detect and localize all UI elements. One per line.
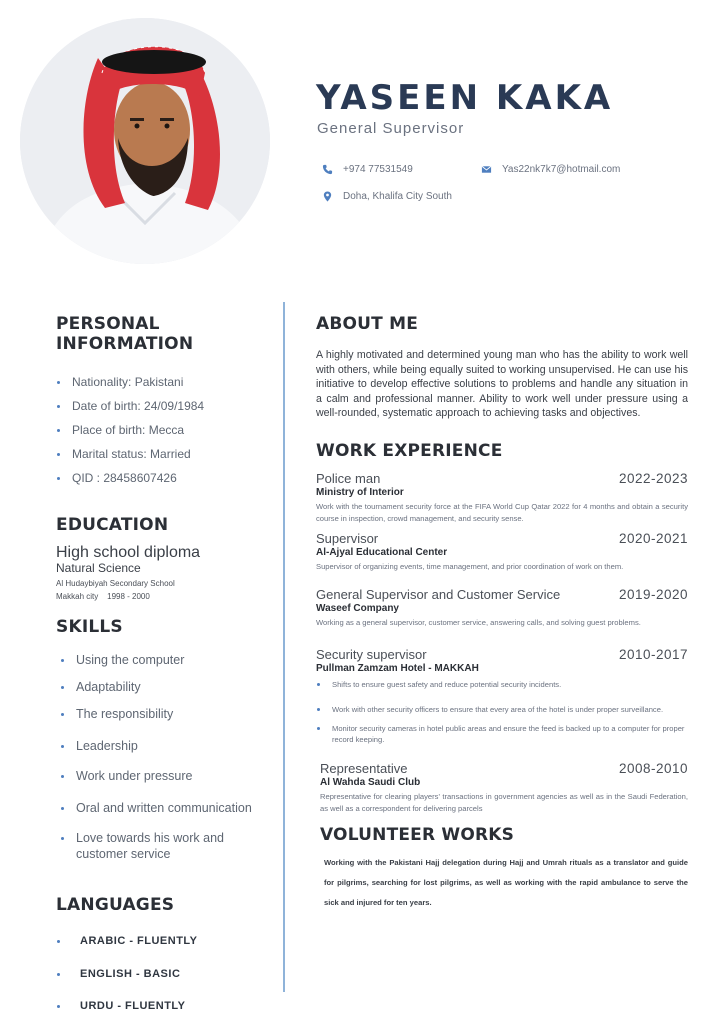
personal-info-item: Nationality: Pakistani [56, 374, 276, 398]
volunteer-heading: VOLUNTEER WORKS [320, 824, 515, 845]
profile-photo-illustration [20, 18, 270, 264]
job-entry [316, 761, 688, 815]
job-years: 2022-2023 [618, 470, 688, 486]
job-title: Police man [316, 470, 381, 486]
personal-info-heading: PERSONAL INFORMATION [56, 314, 194, 354]
contact-phone [322, 164, 413, 175]
candidate-name: YASEEN KAKA [316, 78, 614, 118]
job-entry [316, 531, 688, 573]
phone-icon [322, 164, 333, 175]
skills-heading: SKILLS [56, 617, 123, 637]
personal-info-item: Place of birth: Mecca [56, 422, 276, 446]
personal-info-list [56, 374, 276, 494]
languages-heading: LANGUAGES [56, 895, 175, 915]
personal-info-item: Date of birth: 24/09/1984 [56, 398, 276, 422]
job-title: Security supervisor [316, 646, 427, 662]
job-title: Representative [320, 760, 408, 776]
job-bullet: Shifts to ensure guest safety and reduce potential security incidents. [316, 679, 688, 690]
email-text[interactable]: Yas22nk7k7@hotmail.com [502, 164, 621, 175]
job-entry [316, 587, 688, 629]
job-desc: Working as a general supervisor, customer service, answering calls, and solving guest problems. [316, 617, 641, 627]
address-text: Doha, Khalifa City South [343, 191, 452, 202]
job-bullet: Work with other security officers to ensure that every area of the hotel is under proper surveillance. [316, 704, 688, 715]
about-heading: ABOUT ME [316, 314, 419, 334]
skill-item: Oral and written communication [60, 800, 276, 830]
skills-list [56, 652, 276, 862]
profile-photo [20, 18, 270, 264]
candidate-role: General Supervisor [317, 120, 465, 137]
education-school: Al Hudaybiyah Secondary School [56, 579, 175, 588]
education-degree: High school diploma [56, 544, 201, 561]
job-entry [316, 647, 688, 745]
job-bullets [316, 679, 688, 745]
languages-list [56, 933, 276, 1014]
job-desc: Work with the tournament security force at the FIFA World Cup Qatar 2022 for 4 months and obtain a security course in inspection, crowd management, and security sense. [316, 501, 688, 523]
skill-item: Leadership [60, 738, 276, 768]
education-field: Natural Science [56, 561, 141, 575]
job-org: Pullman Zamzam Hotel - MAKKAH [316, 662, 479, 674]
job-title: Supervisor [316, 530, 379, 546]
language-item: ENGLISH - BASIC [56, 966, 276, 998]
job-org: Ministry of Interior [316, 486, 404, 498]
job-org: Al Wahda Saudi Club [320, 776, 421, 788]
work-heading: WORK EXPERIENCE [316, 440, 503, 461]
column-divider [283, 302, 285, 992]
personal-info-item: QID : 28458607426 [56, 470, 276, 494]
skill-item: Using the computer [60, 652, 276, 679]
language-item: URDU - FLUENTLY [56, 998, 276, 1014]
job-years: 2010-2017 [618, 646, 688, 662]
job-desc: Supervisor of organizing events, time management, and prior coordination of work on them. [316, 561, 624, 571]
skill-item: Adaptability [60, 679, 276, 706]
job-years: 2020-2021 [618, 530, 688, 546]
left-column [56, 314, 276, 1014]
job-bullet: Monitor security cameras in hotel public areas and ensure the feed is backed up to a computer for proper record keeping. [316, 723, 688, 745]
about-text: A highly motivated and determined young man who has the ability to work well with others, while being equally suited to working unsupervised. He can use his initiative to develop effective solutions to problems and handle any situation in a calm and professional manner. Ability to work well under pressure using a well-rounded, systematic approach to achieving tasks and objectives. [316, 349, 688, 420]
phone-text[interactable]: +974 77531549 [343, 164, 413, 175]
job-org: Waseef Company [316, 602, 399, 614]
skill-item: The responsibility [60, 706, 276, 738]
language-item: ARABIC - FLUENTLY [56, 933, 276, 966]
job-entry [316, 471, 688, 525]
education-heading: EDUCATION [56, 515, 169, 535]
job-desc: Representative for clearing players' transactions in government agencies as well as in the Saudi Federation, as well as a correspondent for delivering parcels [320, 791, 688, 813]
job-title: General Supervisor and Customer Service [316, 586, 561, 602]
envelope-icon [481, 164, 492, 175]
volunteer-text: Working with the Pakistani Hajj delegation during Hajj and Umrah rituals as a translator and guide for pilgrims, searching for lost pilgrims, as well as working with the rapid ambulance to serve the sick and injured for ten years. [324, 857, 688, 907]
map-pin-icon [322, 191, 333, 202]
contact-address [322, 191, 452, 202]
skill-item: Work under pressure [60, 768, 276, 800]
right-column [316, 314, 688, 913]
contact-email [481, 164, 620, 175]
job-years: 2019-2020 [618, 586, 688, 602]
job-org: Al-Ajyal Educational Center [316, 546, 448, 558]
education-place-years: Makkah city 1998 - 2000 [56, 592, 150, 601]
job-years: 2008-2010 [618, 760, 688, 776]
personal-info-item: Marital status: Married [56, 446, 276, 470]
skill-item: Love towards his work and customer service [60, 830, 246, 862]
